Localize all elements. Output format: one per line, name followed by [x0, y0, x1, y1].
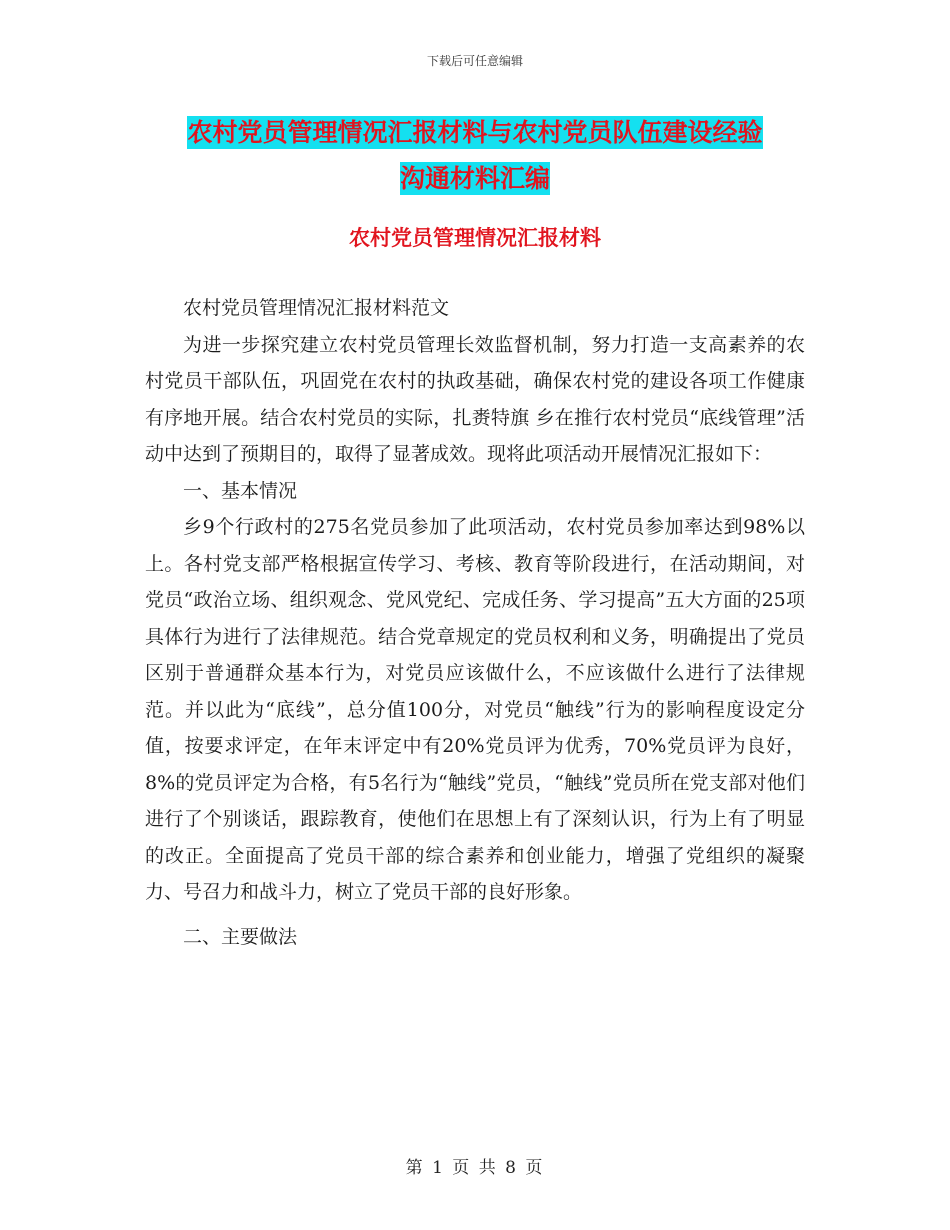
paragraph-subtitle: 农村党员管理情况汇报材料范文 — [183, 297, 450, 319]
section-title: 农村党员管理情况汇报材料 — [349, 225, 601, 250]
document-body — [145, 290, 805, 955]
heading-basic-situation: 一、基本情况 — [183, 479, 298, 502]
header-note: 下载后可任意编辑 — [426, 54, 523, 68]
page-footer: 第 1 页 共 8 页 — [405, 1158, 545, 1178]
title-line-1: 农村党员管理情况汇报材料与农村党员队伍建设经验 — [187, 118, 763, 147]
title-line-2: 沟通材料汇编 — [399, 164, 550, 193]
paragraph-basic-situation: 乡9个行政村的275名党员参加了此项活动，农村党员参加率达到98%以上。各村党支部严格根据宣传学习、考核、教育等阶段进行，在活动期间，对党员“政治立场、组织观念、党风党纪、完成任务、学习提高”五大方面的25项具体行为进行了法律规范。结合党章规定的党员权利和义务，明确提出了党员区别于普通群众基本行为，对党员应该做什么，不应该做什么进行了法律规范。并以此为“底线”，总分值100分，对党员“触线”行为的影响程度设定分值，按要求评定，在年末评定中有20%党员评为优秀，70%党员评为良好，8%的党员评定为合格，有5名行为“触线”党员，“触线”党员所在党支部对他们进行了个别谈话，跟踪教育，使他们在思想上有了深刻认识，行为上有了明显的改正。全面提高了党员干部的综合素养和创业能力，增强了党组织的凝聚力、号召力和战斗力，树立了党员干部的良好形象。 — [145, 516, 805, 903]
heading-main-practices: 二、主要做法 — [183, 925, 298, 948]
paragraph-intro: 为进一步探究建立农村党员管理长效监督机制，努力打造一支高素养的农村党员干部队伍，巩固党在农村的执政基础，确保农村党的建设各项工作健康有序地开展。结合农村党员的实际，扎赉特旗 乡在推行农村党员“底线管理”活动中达到了预期目的，取得了显著成效。现将此项活动开展情况汇报如下： — [145, 333, 805, 465]
document-title — [0, 110, 950, 202]
